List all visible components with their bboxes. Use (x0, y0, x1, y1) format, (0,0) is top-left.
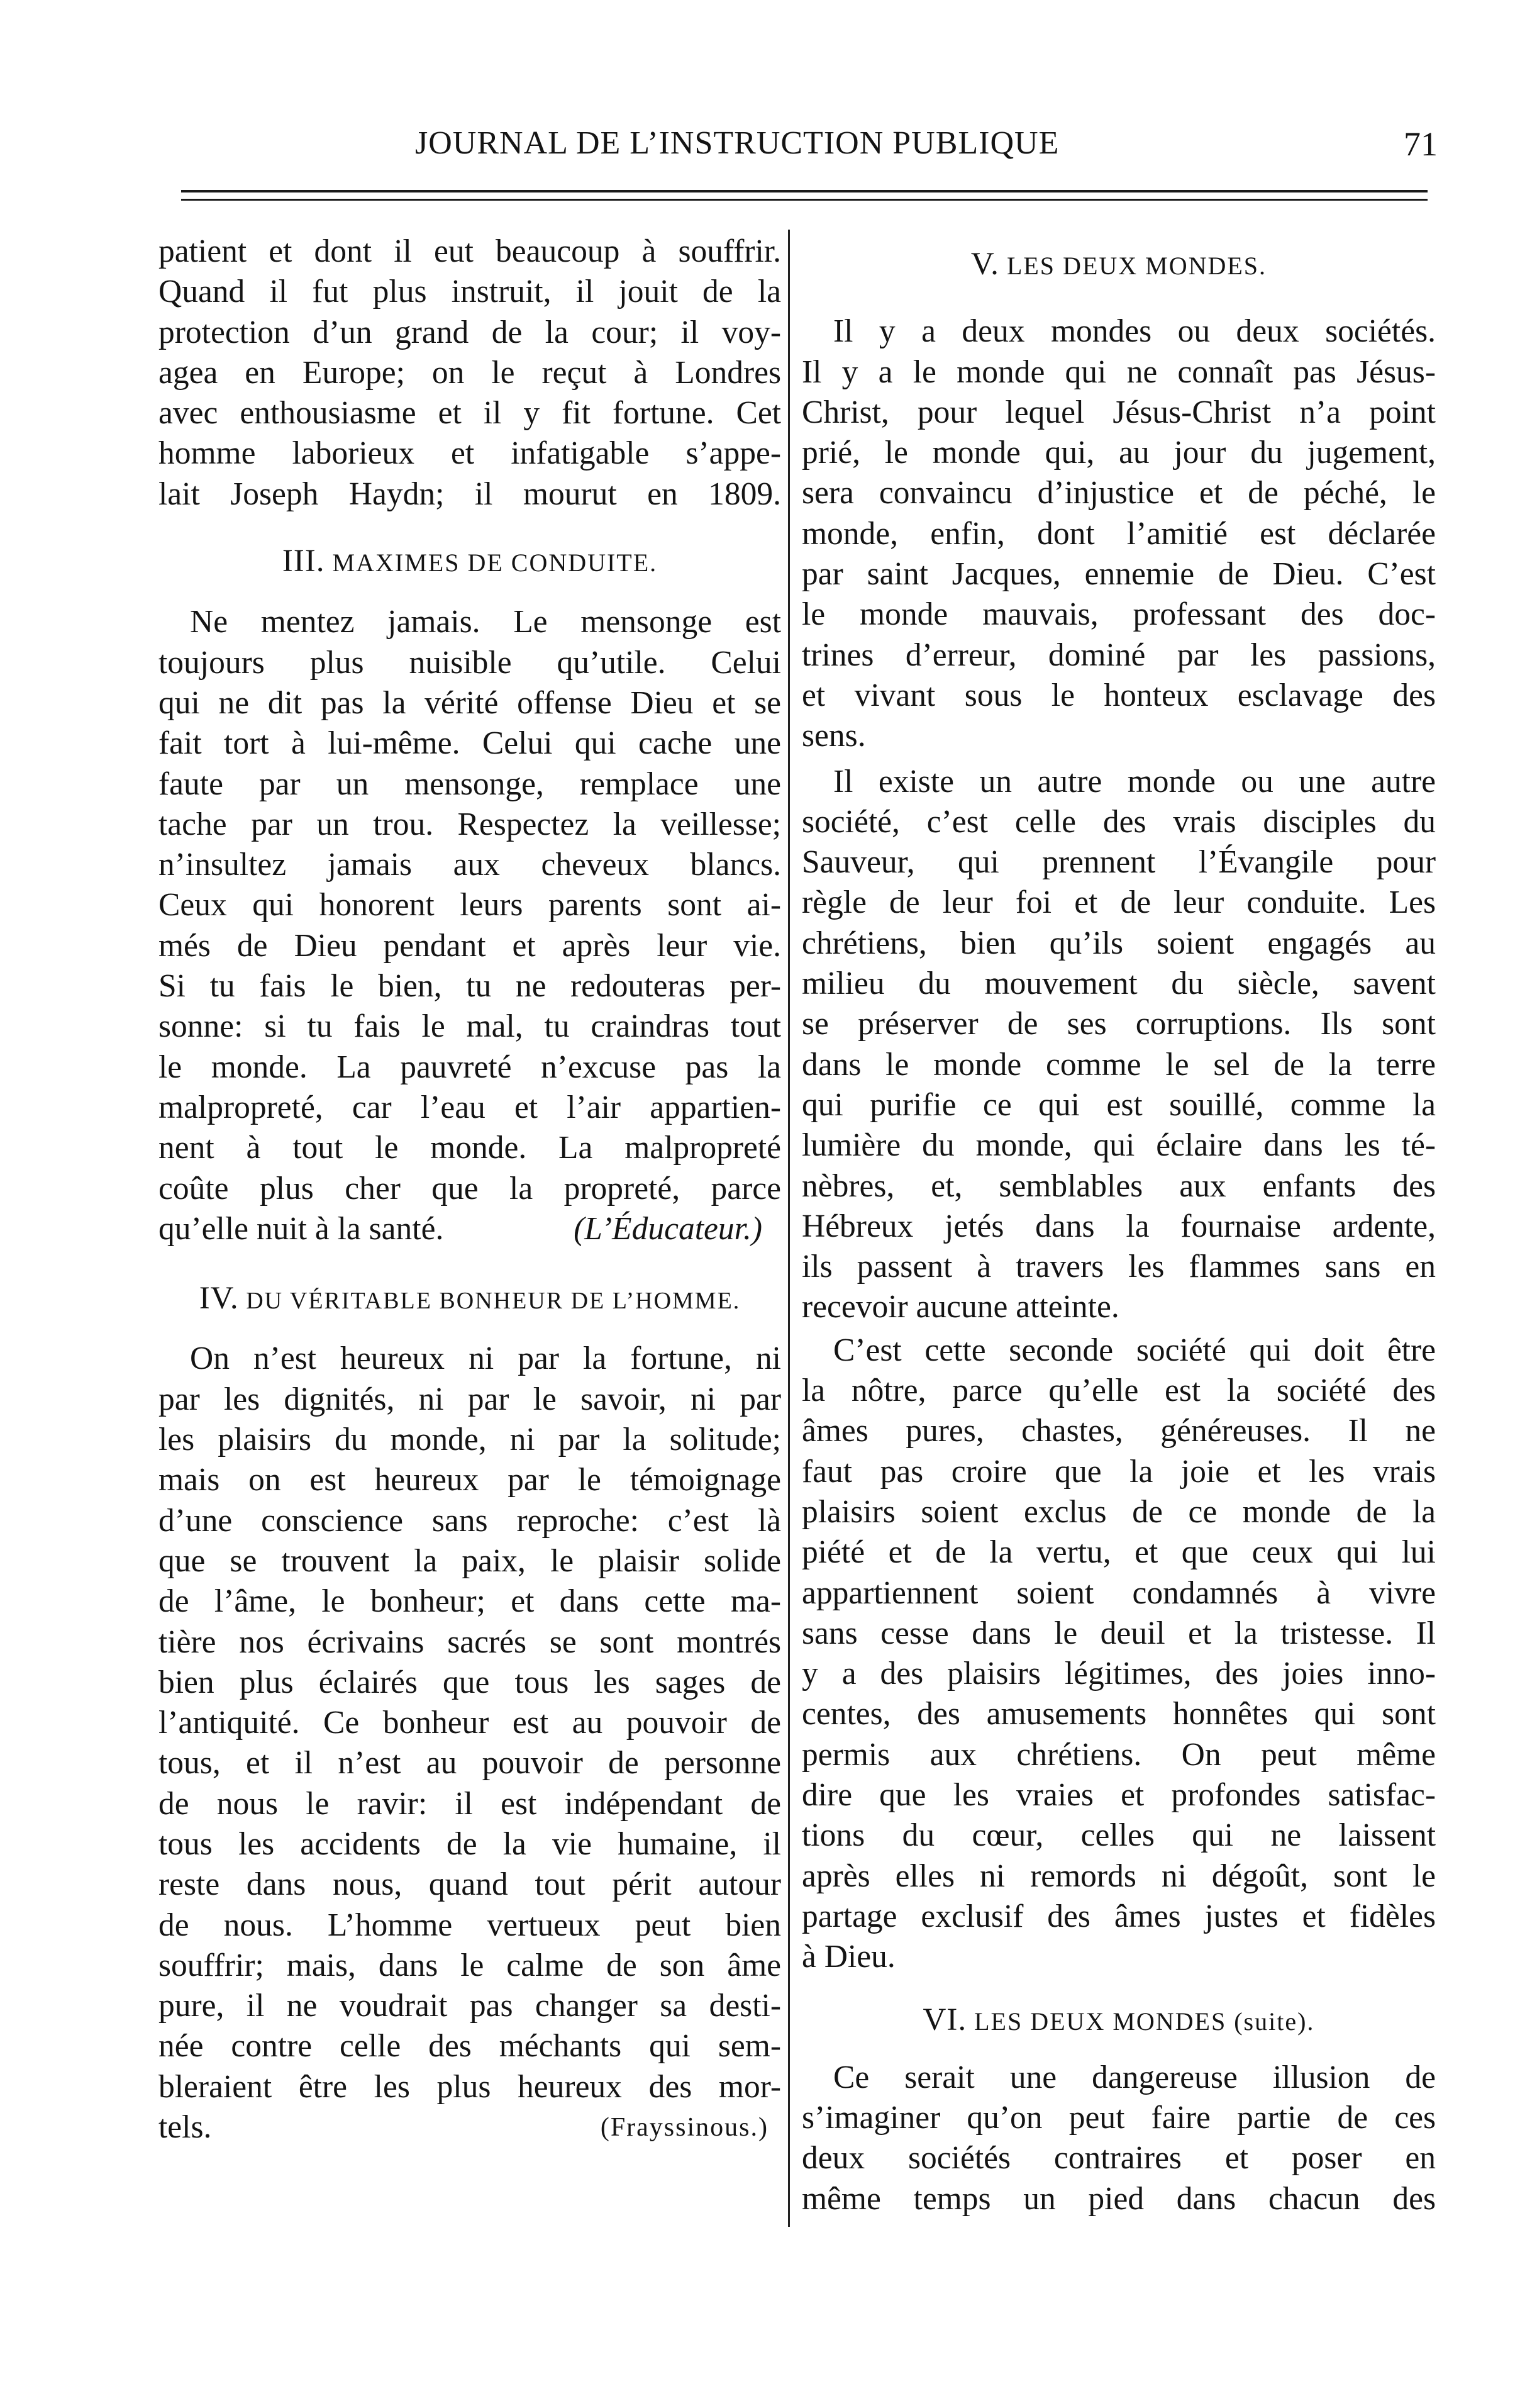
text-line: se préserver de ses corruptions. Ils sont (802, 1006, 1436, 1042)
text-line: qui ne dit pas la vérité offense Dieu et se (158, 684, 781, 721)
text-line: qu’elle nuit à la santé. (158, 1210, 444, 1247)
text-line: protection d’un grand de la cour; il voy- (158, 314, 781, 350)
text-line: tous, et il n’est au pouvoir de personne (158, 1745, 781, 1781)
text-line: Christ, pour lequel Jésus-Christ n’a point (802, 394, 1436, 430)
text-line: reste dans nous, quand tout périt autour (158, 1866, 781, 1903)
text-line: âmes pures, chastes, généreuses. Il ne (802, 1413, 1436, 1449)
section-number: VI. (923, 2002, 967, 2038)
header-rule (181, 190, 1428, 192)
text-line: les plaisirs du monde, ni par la solitude; (158, 1422, 781, 1458)
running-title: JOURNAL DE L’INSTRUCTION PUBLIQUE (415, 125, 1060, 161)
section-heading-bonheur (158, 1278, 781, 1321)
section-title: LES DEUX MONDES (suite). (974, 2007, 1315, 2036)
haydn-paragraph-end (158, 231, 781, 515)
text-line: dans le monde comme le sel de la terre (802, 1046, 1436, 1083)
text-line: Il y a le monde qui ne connaît pas Jésus- (802, 354, 1436, 390)
text-line: tière nos écrivains sacrés se sont montrés (158, 1624, 781, 1660)
text-line: par saint Jacques, ennemie de Dieu. C’est (802, 556, 1436, 593)
text-line: malpropreté, car l’eau et l’air appartien- (158, 1089, 781, 1125)
text-line: ils passent à travers les flammes sans en (802, 1249, 1436, 1285)
maximes-paragraph (158, 602, 781, 1249)
text-line: née contre celle des méchants qui sem- (158, 2028, 781, 2065)
text-line: centes, des amusements honnêtes qui sont (802, 1696, 1436, 1732)
text-line: le monde. La pauvreté n’excuse pas la (158, 1049, 781, 1085)
source-citation: (L’Éducateur.) (574, 1210, 762, 1247)
text-line: de nous. L’homme vertueux peut bien (158, 1907, 781, 1943)
right-column (802, 231, 1436, 2219)
text-line: sens. (802, 718, 866, 754)
text-line: bleraient être les plus heureux des mor- (158, 2068, 781, 2105)
text-line: appartiennent soient condamnés à vivre (802, 1575, 1436, 1611)
text-line: règle de leur foi et de leur conduite. Les (802, 884, 1436, 921)
text-line: Il existe un autre monde ou une autre (833, 763, 1436, 800)
text-line: bien plus éclairés que tous les sages de (158, 1664, 781, 1700)
text-line: chrétiens, bien qu’ils soient engagés au (802, 925, 1436, 961)
text-line: Ce serait une dangereuse illusion de (833, 2059, 1436, 2095)
text-line: mais on est heureux par le témoignage (158, 1462, 781, 1498)
text-line-with-source (158, 1209, 781, 1249)
text-line: Hébreux jetés dans la fournaise ardente, (802, 1208, 1436, 1244)
text-line: Sauveur, qui prennent l’Évangile pour (802, 844, 1436, 881)
text-line: prié, le monde qui, au jour du jugement, (802, 435, 1436, 471)
text-line: més de Dieu pendant et après leur vie. (158, 927, 781, 964)
section-heading-deux-mondes (802, 244, 1436, 286)
text-line: dire que les vraies et profondes satisfac- (802, 1776, 1436, 1813)
text-line: C’est cette seconde société qui doit être (833, 1332, 1436, 1368)
text-line: On n’est heureux ni par la fortune, ni (190, 1341, 781, 1377)
text-line: lait Joseph Haydn; il mourut en 1809. (158, 476, 781, 512)
text-line: permis aux chrétiens. On peut même (802, 1736, 1436, 1773)
text-line: société, c’est celle des vrais disciples du (802, 803, 1436, 840)
text-line: faut pas croire que la joie et les vrais (802, 1453, 1436, 1490)
text-line: après elles ni remords ni dégoût, sont le (802, 1858, 1436, 1894)
text-line: pure, il ne voudrait pas changer sa desti- (158, 1988, 781, 2024)
section-title: DU VÉRITABLE BONHEUR DE L’HOMME. (246, 1288, 741, 1315)
section-heading-deux-mondes-suite (802, 2000, 1436, 2042)
text-line: deux sociétés contraires et poser en (802, 2140, 1436, 2177)
text-line: coûte plus cher que la propreté, parce (158, 1170, 781, 1207)
text-line: sera convaincu d’injustice et de péché, le (802, 475, 1436, 511)
text-line: Si tu fais le bien, tu ne redouteras per- (158, 968, 781, 1005)
deux-mondes-paragraph-2 (802, 762, 1436, 1328)
column-divider (788, 230, 790, 2227)
text-line: homme laborieux et infatigable s’appe- (158, 435, 781, 472)
text-line: avec enthousiasme et il y fit fortune. Cet (158, 395, 781, 432)
text-line: sans cesse dans le deuil et la tristesse. Il (802, 1615, 1436, 1651)
text-line: tions du cœur, celles qui ne laissent (802, 1817, 1436, 1854)
text-line: d’une conscience sans reproche: c’est là (158, 1502, 781, 1539)
text-line: la nôtre, parce qu’elle est la société des (802, 1373, 1436, 1409)
text-line: nent à tout le monde. La malpropreté (158, 1130, 781, 1166)
text-line: fait tort à lui-même. Celui qui cache une (158, 725, 781, 762)
text-line: monde, enfin, dont l’amitié est déclarée (802, 515, 1436, 552)
text-line: plaisirs soient exclus de ce monde de la (802, 1493, 1436, 1530)
text-line: tels. (158, 2109, 212, 2146)
deux-mondes-paragraph-1 (802, 311, 1436, 756)
text-line: toujours plus nuisible qu’utile. Celui (158, 644, 781, 681)
text-line-with-source (158, 2107, 781, 2148)
text-line: faute par un mensonge, remplace une (158, 766, 781, 802)
text-line: trines d’erreur, dominé par les passions, (802, 637, 1436, 673)
text-line: milieu du mouvement du siècle, savent (802, 966, 1436, 1002)
text-line: Il y a deux mondes ou deux sociétés. (833, 313, 1436, 350)
section-number: V. (970, 247, 999, 282)
section-heading-maximes (158, 541, 781, 583)
page-number: 71 (1404, 125, 1438, 163)
source-citation: (Frayssinous.) (600, 2113, 768, 2143)
text-line: même temps un pied dans chacun des (802, 2180, 1436, 2217)
section-number: III. (282, 543, 325, 579)
text-line: de l’âme, le bonheur; et dans cette ma- (158, 1583, 781, 1620)
text-line: que se trouvent la paix, le plaisir solide (158, 1542, 781, 1579)
text-line: sonne: si tu fais le mal, tu craindras tout (158, 1008, 781, 1045)
text-line: tache par un trou. Respectez la veillesse; (158, 806, 781, 842)
text-line: le monde mauvais, professant des doc- (802, 596, 1436, 633)
text-line: et vivant sous le honteux esclavage des (802, 677, 1436, 713)
header-rule-double (181, 199, 1428, 201)
section-number: IV. (199, 1281, 239, 1317)
text-line: y a des plaisirs légitimes, des joies inno- (802, 1656, 1436, 1692)
text-line: Ne mentez jamais. Le mensonge est (190, 604, 781, 640)
text-line: l’antiquité. Ce bonheur est au pouvoir de (158, 1705, 781, 1741)
text-line: agea en Europe; on le reçut à Londres (158, 354, 781, 391)
text-line: Quand il fut plus instruit, il jouit de la (158, 274, 781, 310)
text-line: s’imaginer qu’on peut faire partie de ces (802, 2100, 1436, 2136)
deux-mondes-suite-paragraph (802, 2058, 1436, 2219)
text-line: patient et dont il eut beaucoup à souffrir. (158, 233, 781, 269)
section-title: MAXIMES DE CONDUITE. (332, 549, 658, 577)
text-line: par les dignités, ni par le savoir, ni par (158, 1381, 781, 1417)
bonheur-paragraph (158, 1339, 781, 2148)
left-column (158, 231, 781, 2148)
text-line: recevoir aucune atteinte. (802, 1289, 1119, 1325)
text-line: souffrir; mais, dans le calme de son âme (158, 1947, 781, 1983)
text-line: à Dieu. (802, 1939, 896, 1975)
text-line: nèbres, et, semblables aux enfants des (802, 1168, 1436, 1204)
deux-mondes-paragraph-3 (802, 1330, 1436, 1978)
section-title: LES DEUX MONDES. (1006, 252, 1267, 280)
text-line: de nous le ravir: il est indépendant de (158, 1785, 781, 1822)
text-line: partage exclusif des âmes justes et fidèles (802, 1898, 1436, 1934)
text-line: n’insultez jamais aux cheveux blancs. (158, 847, 781, 883)
text-line: lumière du monde, qui éclaire dans les té- (802, 1127, 1436, 1164)
text-line: tous les accidents de la vie humaine, il (158, 1826, 781, 1862)
text-line: qui purifie ce qui est souillé, comme la (802, 1086, 1436, 1123)
text-line: Ceux qui honorent leurs parents sont ai- (158, 887, 781, 923)
text-line: piété et de la vertu, et que ceux qui lui (802, 1534, 1436, 1571)
